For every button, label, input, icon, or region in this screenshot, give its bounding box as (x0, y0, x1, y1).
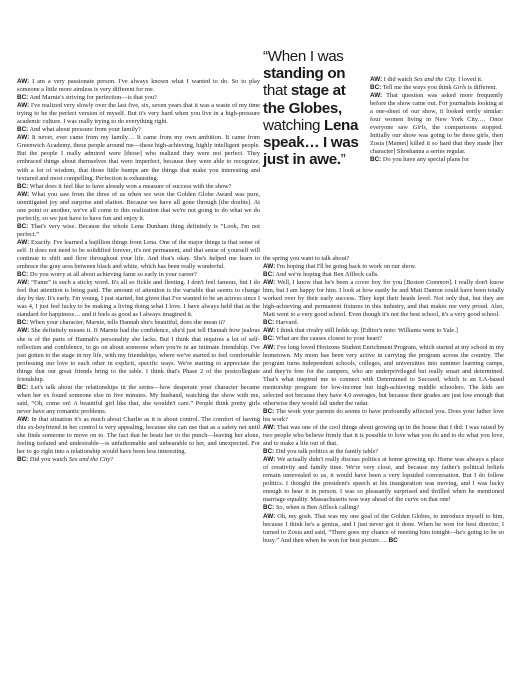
interview-paragraph (17, 239, 260, 271)
paragraph-text: Do you have any special plans for (381, 156, 470, 164)
interview-paragraph (263, 279, 504, 319)
speaker-label: BC: (263, 335, 275, 343)
speaker-label: AW: (370, 92, 383, 100)
paragraph-text: Well, I know that he's been a cover boy for you [ (275, 279, 407, 287)
paragraph-text: We actually didn't really discuss politics at home growing up. Home was always a place of creativity and family time. We're very close, and because my father's political beliefs remain unrevealed to us, it would have been a very lopsided conversation. But I do follow politics. I thought the president's speech at his inauguration was moving, and I was lucky enough to hear it in person. I was so pleasantly surprised and thrilled when he mentioned marriage equality. Massachusetts was way ahead of the curve on that one! (263, 456, 504, 504)
italic-title: Girls (453, 84, 467, 92)
italic-title: Sex and the City. (413, 76, 457, 83)
speaker-label: BC: (17, 456, 29, 464)
speaker-label: BC: (17, 222, 29, 230)
interview-paragraph (370, 84, 503, 92)
speaker-label: AW: (17, 190, 30, 198)
interview-paragraph (263, 448, 504, 456)
paragraph-text: “Fame” is such a sticky word. It's all so fickle and fleeting. I don't feel famous, but I do feel that attention is being paid. The amount of attention is the variable that seems to change day by day. It's early. I'm young, I just started, but given that I've wanted to be an actress since I was 4, I just feel lucky to be making a living doing what I love. I have always held that as the standard for happiness… and it feels as good as I always imagined it. (17, 279, 260, 319)
speaker-label: AW: (263, 279, 276, 287)
paragraph-text: And what about pressure from your family? (28, 126, 141, 134)
paragraph-text: In that situation it's as much about Charlie as it is about control. The comfort of having this ex-boyfriend in her control is very appealing, because she can use that as a safety net until she finds someone to move on to. The fact that he beats her to the punch—leaving her alone, feeling isolated and undesirable—is unfathomable and unbearable to her, and unexpected. For her to go right into a relationship would have been less interesting. (17, 415, 260, 456)
paragraph-text: Did you watch (28, 456, 69, 464)
pull-quote: “When I was standing on that stage at the Globes, watching Lena speak… I was just in awe.” (263, 48, 359, 169)
paragraph-text: Let's talk about the relationships in the series—how desperate your character became when her ex found someone else in five minutes. My husband, watching the show with me, said, “Oh, come on! A beautiful girl like that, she wouldn't care.” People think pretty girls never have any romantic problems. (17, 383, 260, 415)
interview-paragraph (17, 319, 260, 327)
paragraph-text: Tell me the ways you think (381, 84, 454, 92)
paragraph-text: the spring you want to talk about? (263, 255, 350, 262)
paragraph-text: I loved it. (456, 76, 483, 83)
speaker-label: BC: (370, 84, 382, 92)
speaker-label: AW: (17, 102, 30, 110)
paragraph-text: I did watch (382, 76, 414, 83)
paragraph-text: She definitely means it. If Marnie had the confidence, she'd just tell Hannah how jealous she is of the parts of Hannah's personality she lacks. But I think that requires a lot of self-reflection and confidence, to go on about someone when you're in an intimate friendship. I've just gotten to the stage in my life, with my friendships, where we've started to feel comfortable professing our love to each other in explicit, specific ways. We're starting to appreciate the things that our great friends bring to the table. I think that's Phase 2 of the postcollegiate friendship. (17, 327, 260, 383)
paragraph-text: What you saw from the three of us when we won the Golden Globe Award was pure, unmitigated joy and surprise and elation. Because we have all gone through [the doubts]. At one point or another, we've all come to this realization that we're not going to do what we do perfectly, so we just have to have fun and enjoy it. (17, 190, 260, 222)
paragraph-text: That was one of the cool things about growing up in the house that I did: I was raised by two people who believe firmly that it is possible to love what you do and to do what you love, and to make a life out of that. (263, 423, 504, 448)
interview-column-right (370, 76, 503, 165)
interview-paragraph (263, 327, 504, 335)
paragraph-text: So, when is Ben Affleck calling? (274, 504, 360, 512)
interview-paragraph (263, 513, 504, 545)
speaker-label: AW: (263, 423, 276, 431)
paragraph-text: When your character, Marnie, tells Hannah she's beautiful, does she mean it? (28, 319, 226, 327)
interview-paragraph (17, 191, 260, 223)
interview-paragraph (263, 271, 504, 279)
interview-paragraph (370, 156, 503, 164)
end-mark: BC (388, 536, 398, 544)
paragraph-text: It never, ever came from my family… It came from my own ambition. It came from Greenwich Academy, these people around me—these high-achieving, highly intelligent people. But the people I really admired were [those] who realized they were not perfect. They embraced things about themselves that were imperfect, because they were able to recognize, with a lot of wisdom, that those little bumps are the things that make you interesting and textured and most compelling. Perfection is exhausting. (17, 134, 260, 182)
interview-paragraph (17, 384, 260, 416)
interview-paragraph (263, 456, 504, 504)
paragraph-text: is different. (466, 84, 497, 92)
interview-paragraph (17, 271, 260, 279)
italic-title: Girls, (412, 124, 428, 132)
speaker-label: AW: (263, 343, 276, 351)
speaker-label: BC: (263, 319, 275, 327)
paragraph-text: ? (110, 456, 114, 464)
interview-paragraph (17, 134, 260, 182)
paragraph-text: I think that rivalry still holds up. [Editor's note: Williams went to Yale.] (275, 327, 458, 335)
italic-title: Boston Common (406, 279, 449, 287)
interview-paragraph (370, 76, 503, 84)
interview-paragraph (17, 327, 260, 383)
interview-column-left (17, 78, 260, 464)
paragraph-text: And Marnie's striving for perfection—is that you? (28, 94, 157, 102)
speaker-label: AW: (17, 134, 30, 142)
speaker-label: BC: (17, 319, 29, 327)
interview-paragraph (263, 344, 504, 408)
paragraph-text: What does it feel like to have already won a measure of success with the show? (28, 182, 232, 190)
paragraph-text: And we're hoping that Ben Affleck calls. (274, 271, 379, 279)
paragraph-text: That question was asked more frequently before the show came out. For journalists looking at a one-sheet of our show, it looked eerily similar: four women living in New York City.… Once everyone saw (370, 92, 503, 132)
interview-paragraph (17, 102, 260, 126)
interview-paragraph (263, 255, 504, 263)
speaker-label: BC: (370, 156, 382, 164)
paragraph-text: I've long loved Horizons Student Enrichment Program, which started at my school in my hometown. My mom has been very active in carrying the program across the country. The program turns independent schools, colleges, and universities into summer learning camps, and they're free for the campers, who are underprivileged but really smart and determined. That's what inspired me to connect with Determined to Succeed, which is an LA-based mentorship program for low-income but high-achieving middle schoolers. The kids are selected not because they have 4.0 averages, but because their grades are just low enough that otherwise they would fall under the radar. (263, 343, 504, 407)
interview-paragraph (17, 183, 260, 191)
italic-title: Sex and the City (68, 456, 111, 464)
paragraph-text: I'm hoping that I'll be going back to work on our show. (275, 263, 417, 271)
interview-paragraph (17, 94, 260, 102)
interview-paragraph (263, 335, 504, 343)
speaker-label: BC: (263, 407, 275, 415)
paragraph-text: Did you talk politics at the family table? (274, 448, 379, 456)
paragraph-text: the comparisons stopped. Initially our show was going to be three girls, then Zosia [Mamet] killed it so hard that they made [her character] Shoshanna a series regular. (370, 124, 503, 156)
speaker-label: AW: (17, 238, 30, 246)
paragraph-text: I am a very passionate person. I've always known what I wanted to do. So to play someone a little more aimless is very different for me. (17, 78, 260, 94)
interview-paragraph (263, 319, 504, 327)
interview-paragraph (17, 223, 260, 239)
paragraph-text: Do you worry at all about achieving fame so early in your career? (28, 271, 197, 279)
interview-column-bottom (263, 255, 504, 545)
paragraph-text: Oh, my gosh. That was my one goal of the Golden Globes, to introduce myself to him, because I think he's a genius, and I just never got it done. When he won for best director, I turned to Zosia and said, “There goes my chance of meeting him tonight—he's going to be so busy.” And then when he won for best picture…. (263, 512, 504, 544)
paragraph-text: That's very wise. Because the whole Lena Dunham thing definitely is “Look, I'm not perfect.” (17, 222, 260, 238)
speaker-label: AW: (263, 263, 276, 271)
speaker-label: AW: (263, 327, 276, 335)
speaker-label: BC: (17, 94, 29, 102)
speaker-label: BC: (17, 383, 29, 391)
speaker-label: AW: (17, 78, 30, 85)
speaker-label: BC: (17, 271, 29, 279)
speaker-label: BC: (263, 271, 275, 279)
speaker-label: AW: (263, 456, 276, 464)
speaker-label: BC: (17, 126, 29, 134)
paragraph-text: The work your parents do seems to have profoundly affected you. Does your father love his work? (263, 407, 504, 423)
interview-paragraph (17, 126, 260, 134)
interview-paragraph (17, 78, 260, 94)
interview-paragraph (263, 424, 504, 448)
speaker-label: BC: (263, 504, 275, 512)
paragraph-text: I've realized very slowly over the last five, six, seven years that it was a waste of my time trying to be the perfect version of myself. But it's very hard when you live in a high-pressure academic culture. I was really trying to do everything right. (17, 102, 260, 126)
interview-paragraph (263, 408, 504, 424)
paragraph-text: Exactly. I've learned a bajillion things from Lena. One of the major things is that sense of self. It does not need to be solidified forever, it's not permanent, and that sense of yourself will continue to shift and flow throughout your life. And that's okay. She's helped me learn to embrace the gray area between black and white, which has been really wonderful. (17, 238, 260, 271)
speaker-label: AW: (263, 512, 276, 520)
paragraph-text: Harvard. (274, 319, 299, 327)
interview-paragraph (17, 416, 260, 456)
paragraph-text: What are the causes closest to your heart? (274, 335, 382, 343)
paragraph-text: ]. I really don't know him, but I am happy for him. I look at how easily he and Matt Damon could have been totally worked over by their early success. They kept their heads level. Not only that, but they are high-achieving and permanent fixtures in this industry, and that makes me very proud. Also, Matt went to a very good school. Even though it's not the best school, it's a very good school. (263, 279, 504, 319)
interview-paragraph (370, 92, 503, 156)
speaker-label: AW: (370, 76, 383, 83)
speaker-label: BC: (263, 448, 275, 456)
speaker-label: AW: (17, 415, 30, 423)
speaker-label: BC: (17, 182, 29, 190)
speaker-label: AW: (17, 279, 30, 287)
speaker-label: AW: (17, 327, 30, 335)
interview-paragraph (263, 263, 504, 271)
interview-paragraph (17, 279, 260, 319)
interview-paragraph (17, 456, 260, 464)
interview-paragraph (263, 504, 504, 512)
